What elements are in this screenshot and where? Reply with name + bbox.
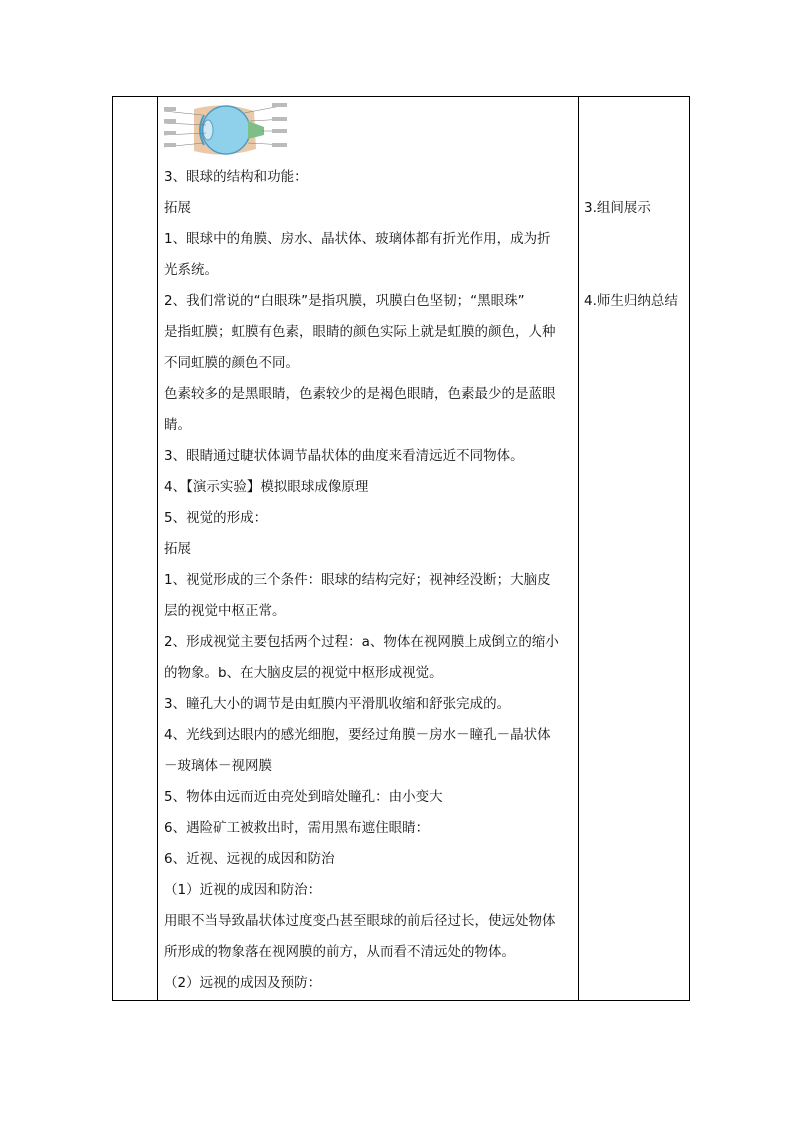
text-line: 3、眼睛通过睫状体调节晶状体的曲度来看清远近不同物体。 [164, 448, 524, 464]
activity-group-presentation: 3.组间展示 [584, 200, 651, 216]
text-line: 3、瞳孔大小的调节是由虹膜内平滑肌收缩和舒张完成的。 [164, 696, 511, 712]
text-line: －玻璃体－视网膜 [164, 758, 272, 774]
text-line: 色素较多的是黑眼睛，色素较少的是褐色眼睛，色素最少的是蓝眼 [164, 386, 556, 402]
activity-teacher-student-summary: 4.师生归纳总结 [584, 293, 678, 309]
text-line: （2）远视的成因及预防： [164, 975, 322, 991]
text-line: 层的视觉中枢正常。 [164, 603, 286, 619]
column-divider-left [157, 97, 158, 1000]
text-line: 光系统。 [164, 262, 218, 278]
lesson-table [112, 96, 690, 1001]
text-line: 的物象。b、在大脑皮层的视觉中枢形成视觉。 [164, 665, 443, 681]
text-line: 拓展 [164, 200, 191, 216]
text-line: 4、【演示实验】模拟眼球成像原理 [164, 479, 369, 495]
text-line: 2、我们常说的“白眼珠”是指巩膜，巩膜白色坚韧；“黑眼珠” [164, 293, 525, 309]
column-divider-right [578, 97, 579, 1000]
text-line: 5、物体由远而近由亮处到暗处瞳孔：由小变大 [164, 789, 443, 805]
text-line: 所形成的物象落在视网膜的前方，从而看不清远处的物体。 [164, 944, 515, 960]
text-line: （1）近视的成因和防治： [164, 882, 322, 898]
text-line: 拓展 [164, 541, 191, 557]
text-line: 5、视觉的形成： [164, 510, 268, 526]
text-line: 用眼不当导致晶状体过度变凸甚至眼球的前后径过长，使远处物体 [164, 913, 556, 929]
text-line: 不同虹膜的颜色不同。 [164, 355, 299, 371]
eyeball-structure-diagram-icon [164, 101, 289, 159]
text-line: 1、视觉形成的三个条件：眼球的结构完好；视神经没断；大脑皮 [164, 572, 551, 588]
text-line: 6、近视、远视的成因和防治 [164, 851, 335, 867]
text-line: 2、形成视觉主要包括两个过程：a、物体在视网膜上成倒立的缩小 [164, 634, 559, 650]
text-line: 是指虹膜；虹膜有色素，眼睛的颜色实际上就是虹膜的颜色，人种 [164, 324, 556, 340]
text-line: 4、光线到达眼内的感光细胞，要经过角膜－房水－瞳孔－晶状体 [164, 727, 551, 743]
text-line: 6、遇险矿工被救出时，需用黑布遮住眼睛： [164, 820, 430, 836]
text-line: 1、眼球中的角膜、房水、晶状体、玻璃体都有折光作用，成为折 [164, 231, 551, 247]
text-line: 睛。 [164, 417, 191, 433]
text-line: 3、眼球的结构和功能： [164, 169, 308, 185]
